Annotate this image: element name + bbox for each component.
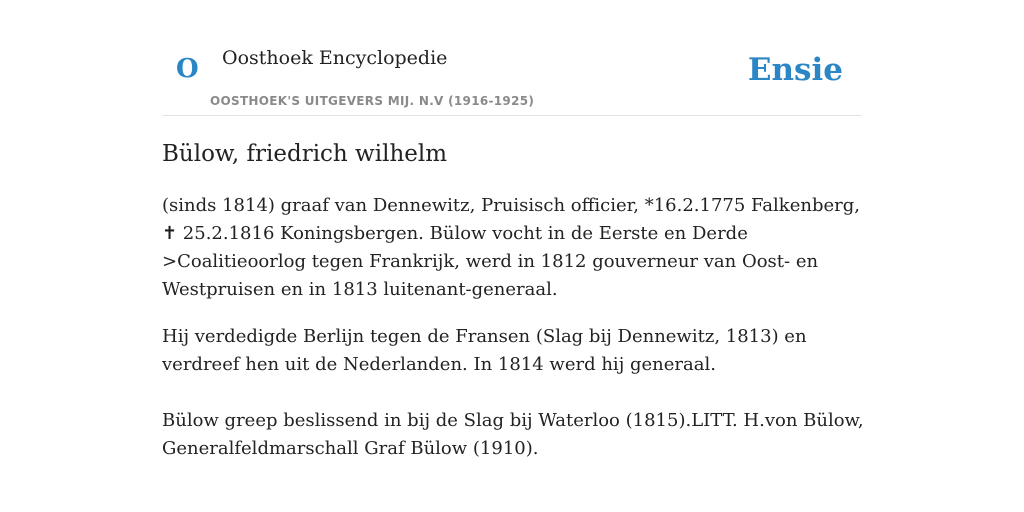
publisher-label: OOSTHOEK'S UITGEVERS MIJ. N.V (1916-1925): [210, 94, 535, 108]
site-header: [162, 0, 862, 116]
entry-paragraph-1: (sinds 1814) graaf van Dennewitz, Pruisisch officier, *16.2.1775 Falkenberg, ✝ 25.2.1816 Koningsbergen. Bülow vocht in de Eerste en Derde >Coalitieoorlog tegen Frankrijk, werd in 1812 gouverneur van Oost- en Westpruisen en in 1813 luitenant-generaal.: [162, 195, 860, 300]
entry-title: Bülow, friedrich wilhelm: [162, 141, 448, 167]
book-title-link[interactable]: Oosthoek Encyclopedie: [222, 47, 448, 69]
page-container: [162, 0, 864, 459]
book-logo[interactable]: O: [176, 54, 199, 84]
ensie-logo-link[interactable]: Ensie: [747, 52, 843, 88]
entry-paragraph-3: Bülow greep beslissend in bij de Slag bij Waterloo (1815).LITT. H.von Bülow, Generalfeldmarschall Graf Bülow (1910).: [162, 410, 864, 459]
entry-paragraph-2: Hij verdedigde Berlijn tegen de Fransen (Slag bij Dennewitz, 1813) en verdreef hen uit de Nederlanden. In 1814 werd hij generaal.: [162, 326, 807, 375]
